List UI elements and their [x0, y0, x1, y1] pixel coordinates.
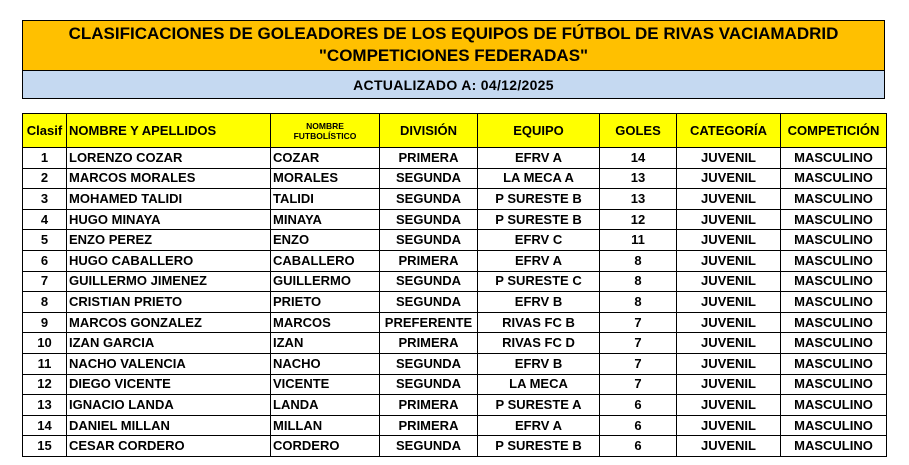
cell-futbolistico: ENZO: [271, 230, 380, 251]
table-row: [23, 189, 887, 210]
cell-goles: 8: [600, 292, 677, 313]
cell-categoria: JUVENIL: [677, 353, 781, 374]
cell-goles: 13: [600, 189, 677, 210]
cell-competicion: MASCULINO: [781, 374, 887, 395]
table-row: [23, 415, 887, 436]
cell-goles: 6: [600, 415, 677, 436]
cell-competicion: MASCULINO: [781, 353, 887, 374]
cell-competicion: MASCULINO: [781, 168, 887, 189]
cell-futbolistico: MORALES: [271, 168, 380, 189]
cell-goles: 7: [600, 353, 677, 374]
cell-nombre: CRISTIAN PRIETO: [67, 292, 271, 313]
cell-competicion: MASCULINO: [781, 189, 887, 210]
cell-goles: 7: [600, 312, 677, 333]
cell-categoria: JUVENIL: [677, 292, 781, 313]
cell-equipo: LA MECA: [478, 374, 600, 395]
cell-categoria: JUVENIL: [677, 312, 781, 333]
cell-nombre: HUGO CABALLERO: [67, 250, 271, 271]
cell-categoria: JUVENIL: [677, 333, 781, 354]
cell-goles: 7: [600, 333, 677, 354]
cell-clasif: 10: [23, 333, 67, 354]
cell-equipo: EFRV A: [478, 148, 600, 169]
cell-equipo: LA MECA A: [478, 168, 600, 189]
cell-division: PRIMERA: [380, 333, 478, 354]
table-row: [23, 148, 887, 169]
cell-categoria: JUVENIL: [677, 395, 781, 416]
col-header-competicion: COMPETICIÓN: [781, 114, 887, 148]
cell-nombre: MARCOS GONZALEZ: [67, 312, 271, 333]
cell-clasif: 12: [23, 374, 67, 395]
cell-clasif: 8: [23, 292, 67, 313]
cell-division: SEGUNDA: [380, 209, 478, 230]
updated-banner: [23, 71, 884, 98]
cell-futbolistico: MILLAN: [271, 415, 380, 436]
cell-division: SEGUNDA: [380, 436, 478, 457]
cell-categoria: JUVENIL: [677, 374, 781, 395]
report-title: [23, 21, 884, 71]
cell-equipo: EFRV A: [478, 250, 600, 271]
table-row: [23, 312, 887, 333]
cell-categoria: JUVENIL: [677, 230, 781, 251]
table-row: [23, 436, 887, 457]
cell-competicion: MASCULINO: [781, 148, 887, 169]
cell-division: PRIMERA: [380, 415, 478, 436]
cell-goles: 8: [600, 271, 677, 292]
cell-competicion: MASCULINO: [781, 395, 887, 416]
cell-categoria: JUVENIL: [677, 148, 781, 169]
cell-division: PRIMERA: [380, 395, 478, 416]
cell-division: SEGUNDA: [380, 189, 478, 210]
cell-division: SEGUNDA: [380, 292, 478, 313]
cell-equipo: RIVAS FC B: [478, 312, 600, 333]
cell-clasif: 4: [23, 209, 67, 230]
cell-division: SEGUNDA: [380, 353, 478, 374]
cell-futbolistico: VICENTE: [271, 374, 380, 395]
table-row: [23, 395, 887, 416]
cell-clasif: 5: [23, 230, 67, 251]
cell-division: SEGUNDA: [380, 168, 478, 189]
cell-equipo: EFRV A: [478, 415, 600, 436]
cell-division: SEGUNDA: [380, 271, 478, 292]
cell-goles: 13: [600, 168, 677, 189]
table-row: [23, 292, 887, 313]
cell-nombre: IGNACIO LANDA: [67, 395, 271, 416]
cell-goles: 14: [600, 148, 677, 169]
table-row: [23, 374, 887, 395]
cell-categoria: JUVENIL: [677, 168, 781, 189]
cell-competicion: MASCULINO: [781, 250, 887, 271]
cell-clasif: 15: [23, 436, 67, 457]
cell-equipo: P SURESTE A: [478, 395, 600, 416]
cell-categoria: JUVENIL: [677, 436, 781, 457]
cell-nombre: IZAN GARCIA: [67, 333, 271, 354]
cell-equipo: EFRV B: [478, 292, 600, 313]
table-row: [23, 209, 887, 230]
cell-clasif: 3: [23, 189, 67, 210]
cell-futbolistico: MINAYA: [271, 209, 380, 230]
cell-nombre: HUGO MINAYA: [67, 209, 271, 230]
cell-equipo: P SURESTE B: [478, 209, 600, 230]
cell-categoria: JUVENIL: [677, 415, 781, 436]
cell-equipo: P SURESTE B: [478, 189, 600, 210]
table-row: [23, 230, 887, 251]
col-header-clasif: Clasif: [23, 114, 67, 148]
cell-clasif: 13: [23, 395, 67, 416]
table-row: [23, 333, 887, 354]
cell-division: SEGUNDA: [380, 230, 478, 251]
cell-goles: 7: [600, 374, 677, 395]
cell-futbolistico: LANDA: [271, 395, 380, 416]
table-body: [23, 148, 887, 457]
cell-futbolistico: MARCOS: [271, 312, 380, 333]
cell-clasif: 7: [23, 271, 67, 292]
cell-nombre: NACHO VALENCIA: [67, 353, 271, 374]
cell-futbolistico: CORDERO: [271, 436, 380, 457]
updated-label: ACTUALIZADO A:: [353, 76, 477, 93]
cell-equipo: P SURESTE C: [478, 271, 600, 292]
cell-futbolistico: PRIETO: [271, 292, 380, 313]
report-header: [22, 20, 885, 99]
table-row: [23, 271, 887, 292]
cell-equipo: EFRV C: [478, 230, 600, 251]
cell-competicion: MASCULINO: [781, 333, 887, 354]
cell-futbolistico: COZAR: [271, 148, 380, 169]
cell-goles: 12: [600, 209, 677, 230]
cell-futbolistico: TALIDI: [271, 189, 380, 210]
col-header-futbolistico-line1: NOMBRE: [306, 120, 344, 131]
cell-competicion: MASCULINO: [781, 209, 887, 230]
cell-nombre: DIEGO VICENTE: [67, 374, 271, 395]
cell-clasif: 6: [23, 250, 67, 271]
cell-futbolistico: GUILLERMO: [271, 271, 380, 292]
cell-goles: 6: [600, 395, 677, 416]
cell-division: PRIMERA: [380, 250, 478, 271]
cell-futbolistico: CABALLERO: [271, 250, 380, 271]
cell-equipo: EFRV B: [478, 353, 600, 374]
col-header-equipo: EQUIPO: [478, 114, 600, 148]
cell-competicion: MASCULINO: [781, 292, 887, 313]
cell-division: PRIMERA: [380, 148, 478, 169]
cell-clasif: 9: [23, 312, 67, 333]
cell-clasif: 11: [23, 353, 67, 374]
cell-goles: 8: [600, 250, 677, 271]
table-row: [23, 168, 887, 189]
col-header-futbolistico: [271, 114, 380, 148]
cell-competicion: MASCULINO: [781, 436, 887, 457]
cell-clasif: 2: [23, 168, 67, 189]
cell-nombre: GUILLERMO JIMENEZ: [67, 271, 271, 292]
cell-categoria: JUVENIL: [677, 250, 781, 271]
table-row: [23, 250, 887, 271]
cell-nombre: LORENZO COZAR: [67, 148, 271, 169]
col-header-goles: GOLES: [600, 114, 677, 148]
cell-competicion: MASCULINO: [781, 415, 887, 436]
cell-categoria: JUVENIL: [677, 271, 781, 292]
cell-division: PREFERENTE: [380, 312, 478, 333]
title-line-1: CLASIFICACIONES DE GOLEADORES DE LOS EQUIPOS DE FÚTBOL DE RIVAS VACIAMADRID: [68, 24, 839, 43]
cell-futbolistico: NACHO: [271, 353, 380, 374]
cell-nombre: ENZO PEREZ: [67, 230, 271, 251]
col-header-division: DIVISIÓN: [380, 114, 478, 148]
cell-clasif: 14: [23, 415, 67, 436]
cell-categoria: JUVENIL: [677, 189, 781, 210]
table-row: [23, 353, 887, 374]
cell-categoria: JUVENIL: [677, 209, 781, 230]
table-header-row: [23, 114, 887, 148]
updated-date: 04/12/2025: [480, 76, 554, 93]
cell-equipo: P SURESTE B: [478, 436, 600, 457]
cell-nombre: MOHAMED TALIDI: [67, 189, 271, 210]
cell-goles: 6: [600, 436, 677, 457]
cell-division: SEGUNDA: [380, 374, 478, 395]
cell-nombre: CESAR CORDERO: [67, 436, 271, 457]
col-header-futbolistico-line2: FUTBOLÍSTICO: [293, 130, 357, 141]
cell-competicion: MASCULINO: [781, 230, 887, 251]
cell-clasif: 1: [23, 148, 67, 169]
cell-futbolistico: IZAN: [271, 333, 380, 354]
cell-equipo: RIVAS FC D: [478, 333, 600, 354]
title-line-2: "COMPETICIONES FEDERADAS": [318, 46, 589, 65]
col-header-nombre: NOMBRE Y APELLIDOS: [67, 114, 271, 148]
cell-nombre: MARCOS MORALES: [67, 168, 271, 189]
col-header-categoria: CATEGORÍA: [677, 114, 781, 148]
cell-goles: 11: [600, 230, 677, 251]
cell-competicion: MASCULINO: [781, 312, 887, 333]
scorers-table: [22, 113, 887, 457]
cell-nombre: DANIEL MILLAN: [67, 415, 271, 436]
cell-competicion: MASCULINO: [781, 271, 887, 292]
